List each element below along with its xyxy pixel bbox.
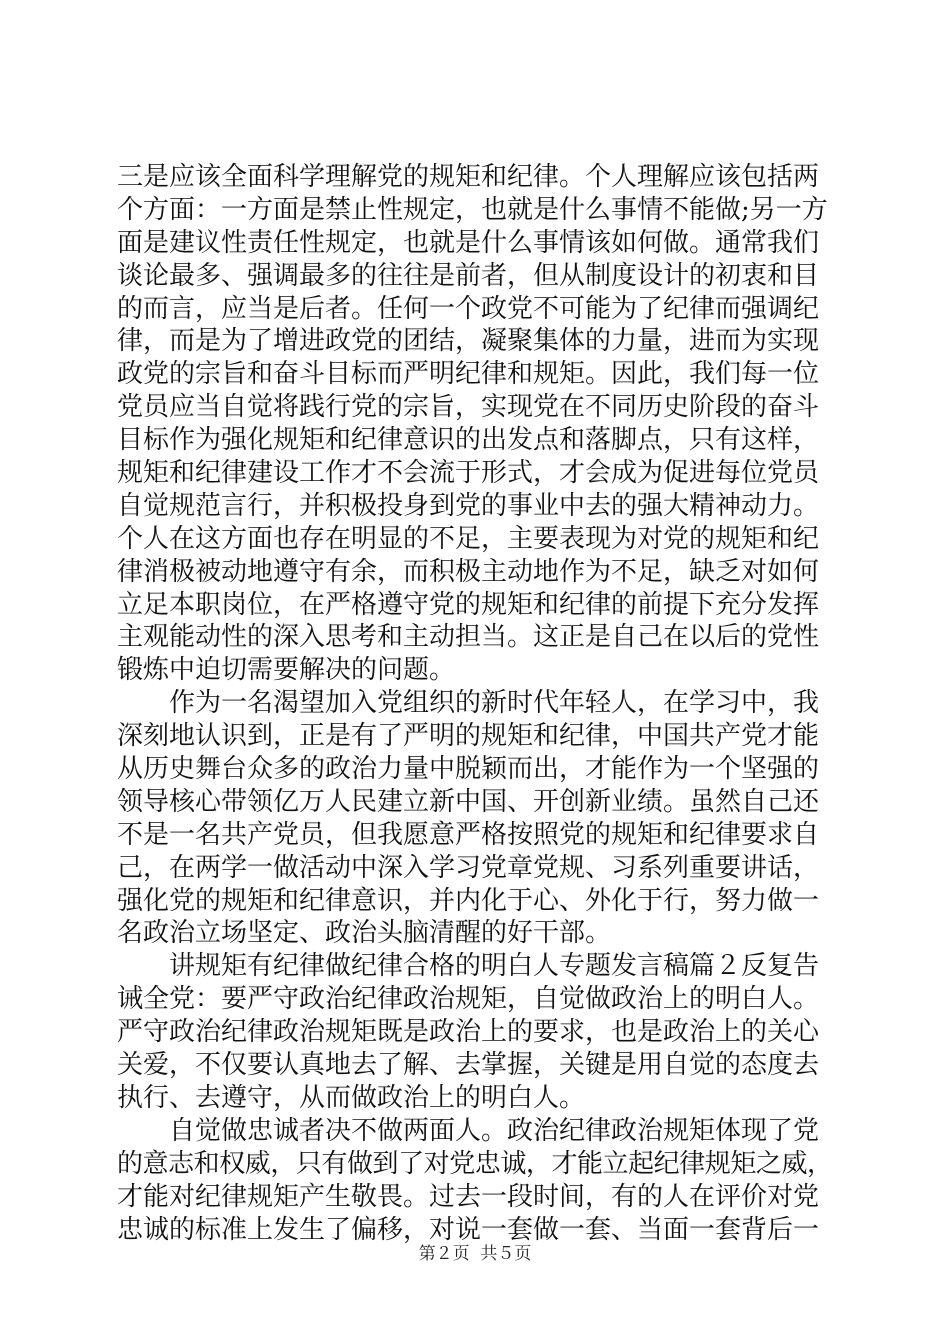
text-line: 个方面：一方面是禁止性规定，也就是什么事情不能做;另一方 bbox=[117, 194, 828, 225]
text-line: 的意志和权威，只有做到了对党忠诚，才能立起纪律规矩之威， bbox=[117, 1148, 833, 1179]
text-line: 自觉做忠诚者决不做两面人。政治纪律政治规矩体现了党 bbox=[117, 1115, 820, 1146]
text-line: 锻炼中迫切需要解决的问题。 bbox=[117, 655, 456, 686]
text-line: 目标作为强化规矩和纪律意识的出发点和落脚点，只有这样， bbox=[117, 425, 820, 456]
text-line: 谈论最多、强调最多的往往是前者，但从制度设计的初衷和目 bbox=[117, 260, 820, 291]
text-line: 三是应该全面科学理解党的规矩和纪律。个人理解应该包括两 bbox=[117, 162, 820, 192]
text-line: 面是建议性责任性规定，也就是什么事情该如何做。通常我们 bbox=[117, 227, 820, 258]
text-line: 律，而是为了增进政党的团结，凝聚集体的力量，进而为实现 bbox=[117, 326, 820, 357]
text-line: 忠诚的标准上发生了偏移，对说一套做一套、当面一套背后一 bbox=[117, 1214, 820, 1245]
text-line: 作为一名渴望加入党组织的新时代年轻人，在学习中，我 bbox=[117, 688, 820, 719]
text-line: 讲规矩有纪律做纪律合格的明白人专题发言稿篇２反复告 bbox=[117, 951, 820, 982]
text-line: 强化党的规矩和纪律意识，并内化于心、外化于行，努力做一 bbox=[117, 885, 820, 916]
document-body bbox=[117, 161, 833, 1246]
page-footer bbox=[0, 1243, 950, 1265]
text-line: 律消极被动地遵守有余，而积极主动地作为不足，缺乏对如何 bbox=[117, 556, 820, 587]
text-line: 诫全党：要严守政治纪律政治规矩，自觉做政治上的明白人。 bbox=[117, 984, 820, 1015]
text-line: 名政治立场坚定、政治头脑清醒的好干部。 bbox=[117, 918, 612, 949]
text-line: 的而言，应当是后者。任何一个政党不可能为了纪律而强调纪 bbox=[117, 293, 820, 324]
paragraph bbox=[117, 161, 833, 687]
text-line: 规矩和纪律建设工作才不会流于形式，才会成为促进每位党员 bbox=[117, 458, 820, 489]
text-line: 不是一名共产党员，但我愿意严格按照党的规矩和纪律要求自 bbox=[117, 819, 820, 850]
text-line: 领导核心带领亿万人民建立新中国、开创新业绩。虽然自己还 bbox=[117, 786, 820, 817]
paragraph bbox=[117, 1115, 833, 1247]
text-line: 才能对纪律规矩产生敬畏。过去一段时间，有的人在评价对党 bbox=[117, 1181, 820, 1212]
paragraph bbox=[117, 687, 833, 950]
text-line: 个人在这方面也存在明显的不足，主要表现为对党的规矩和纪 bbox=[117, 523, 820, 554]
text-line: 自觉规范言行，并积极投身到党的事业中去的强大精神动力。 bbox=[117, 490, 820, 521]
text-line: 主观能动性的深入思考和主动担当。这正是自己在以后的党性 bbox=[117, 622, 820, 653]
page-number: 第２页 共５页 bbox=[418, 1244, 532, 1264]
paragraph bbox=[117, 950, 833, 1114]
text-line: 执行、去遵守，从而做政治上的明白人。 bbox=[117, 1082, 586, 1113]
text-line: 从历史舞台众多的政治力量中脱颖而出，才能作为一个坚强的 bbox=[117, 754, 820, 785]
text-line: 己，在两学一做活动中深入学习党章党规、习系列重要讲话， bbox=[117, 852, 820, 883]
text-line: 关爱，不仅要认真地去了解、去掌握，关键是用自觉的态度去 bbox=[117, 1050, 820, 1081]
text-line: 立足本职岗位，在严格遵守党的规矩和纪律的前提下充分发挥 bbox=[117, 589, 820, 620]
text-line: 政党的宗旨和奋斗目标而严明纪律和规矩。因此，我们每一位 bbox=[117, 359, 820, 390]
text-line: 深刻地认识到，正是有了严明的规矩和纪律，中国共产党才能 bbox=[117, 721, 820, 752]
text-line: 严守政治纪律政治规矩既是政治上的要求，也是政治上的关心 bbox=[117, 1017, 820, 1048]
text-line: 党员应当自觉将践行党的宗旨，实现党在不同历史阶段的奋斗 bbox=[117, 392, 820, 423]
